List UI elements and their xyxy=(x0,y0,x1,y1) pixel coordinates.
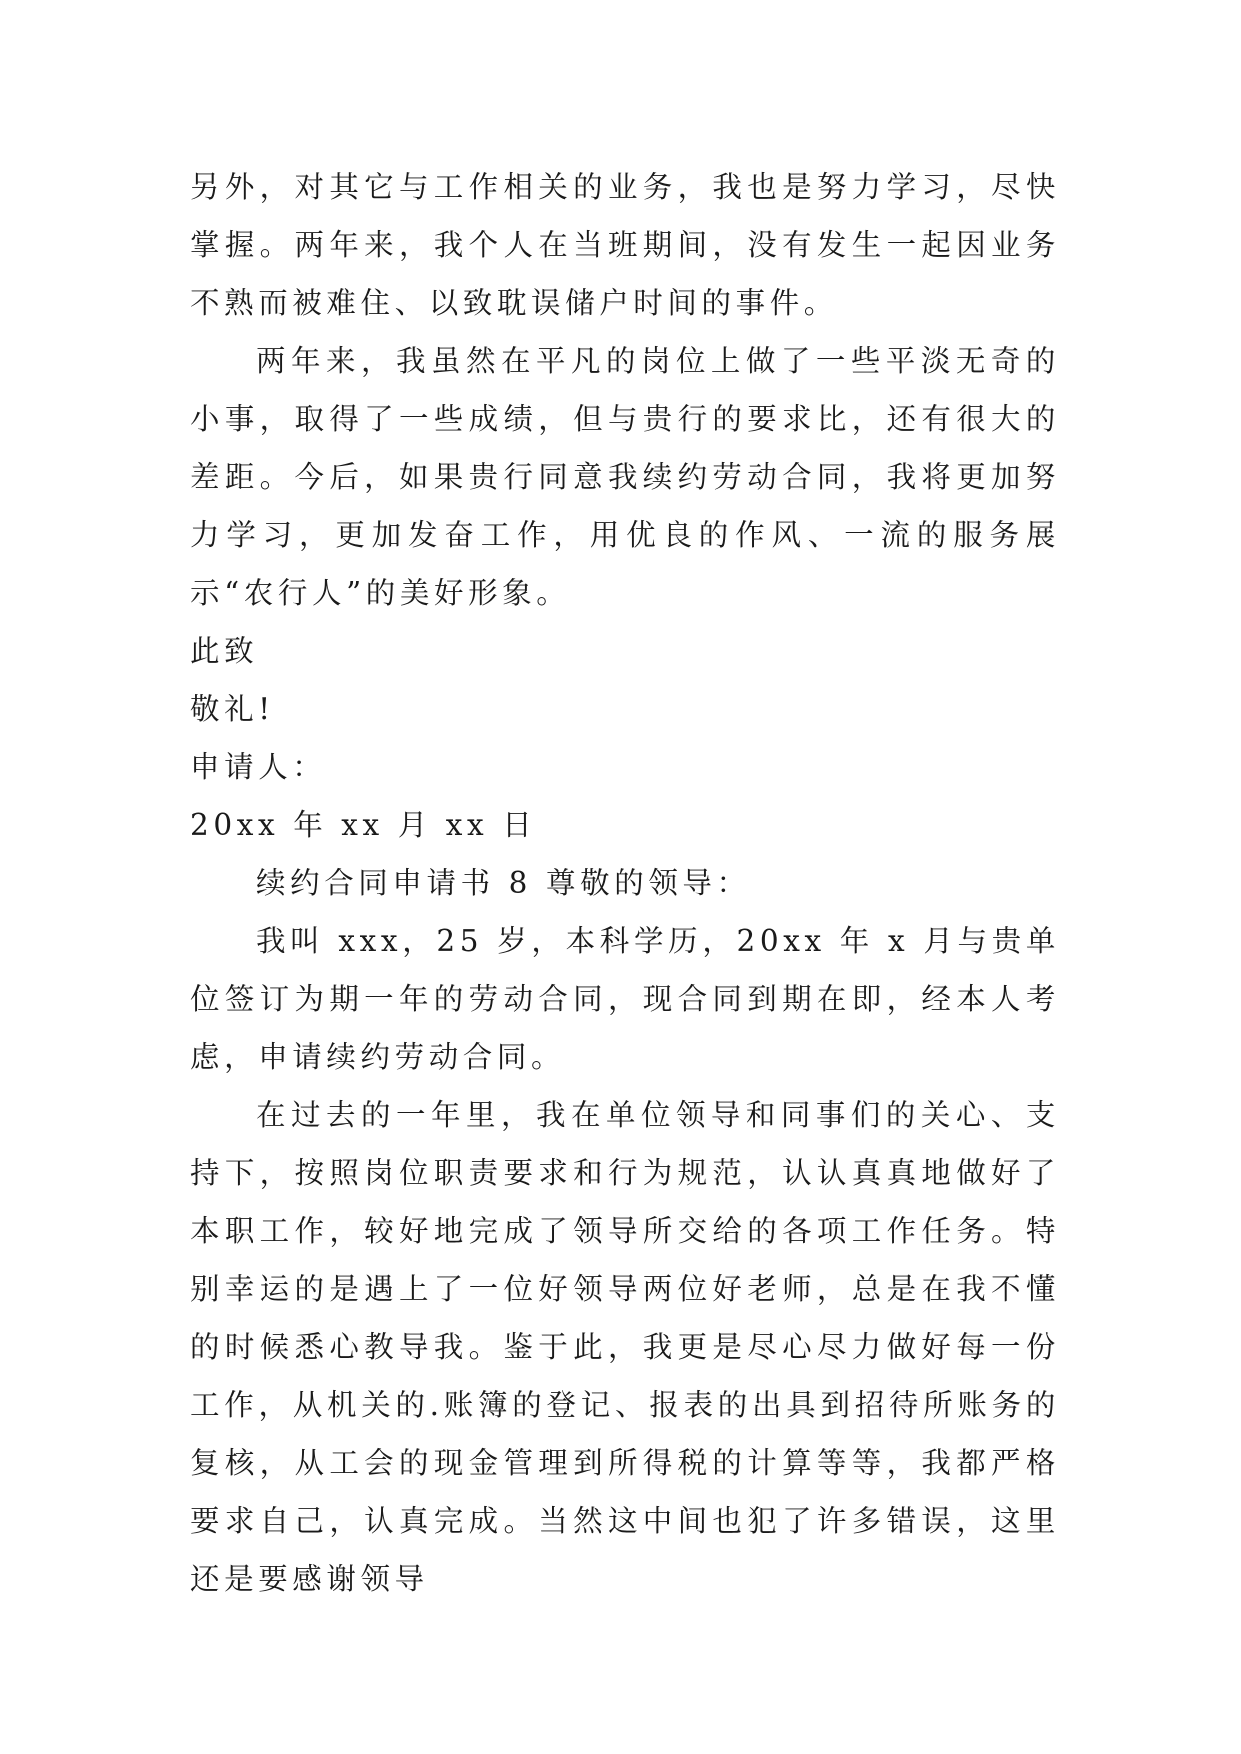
section-heading-greeting: 续约合同申请书 8 尊敬的领导： xyxy=(256,866,751,900)
application-date: 20xx 年 xx 月 xx 日 xyxy=(190,808,537,842)
document-body xyxy=(190,158,1060,1608)
applicant-label: 申请人： xyxy=(190,750,327,784)
paragraph-achievements: 两年来，我虽然在平凡的岗位上做了一些平淡无奇的小事，取得了一些成绩，但与贵行的要求比，还有很大的差距。今后，如果贵行同意我续约劳动合同，我将更加努力学习，更加发奋工作，用优良的作风、一流的服务展示“农行人”的美好形象。 xyxy=(190,344,1060,610)
paragraph-continuation: 另外，对其它与工作相关的业务，我也是努力学习，尽快掌握。两年来，我个人在当班期间，没有发生一起因业务不熟而被难住、以致耽误储户时间的事件。 xyxy=(190,170,1060,320)
closing-salutation: 此致 xyxy=(190,634,259,668)
paragraph-past-year: 在过去的一年里，我在单位领导和同事们的关心、支持下，按照岗位职责要求和行为规范，认认真真地做好了本职工作，较好地完成了领导所交给的各项工作任务。特别幸运的是遇上了一位好领导两位好老师，总是在我不懂的时候悉心教导我。鉴于此，我更是尽心尽力做好每一份工作，从机关的.账簿的登记、报表的出具到招待所账务的复核，从工会的现金管理到所得税的计算等等，我都严格要求自己，认真完成。当然这中间也犯了许多错误，这里还是要感谢领导 xyxy=(190,1098,1060,1596)
closing-regards: 敬礼! xyxy=(190,692,275,726)
paragraph-introduction: 我叫 xxx，25 岁，本科学历，20xx 年 x 月与贵单位签订为期一年的劳动合同，现合同到期在即，经本人考虑，申请续约劳动合同。 xyxy=(190,924,1060,1074)
